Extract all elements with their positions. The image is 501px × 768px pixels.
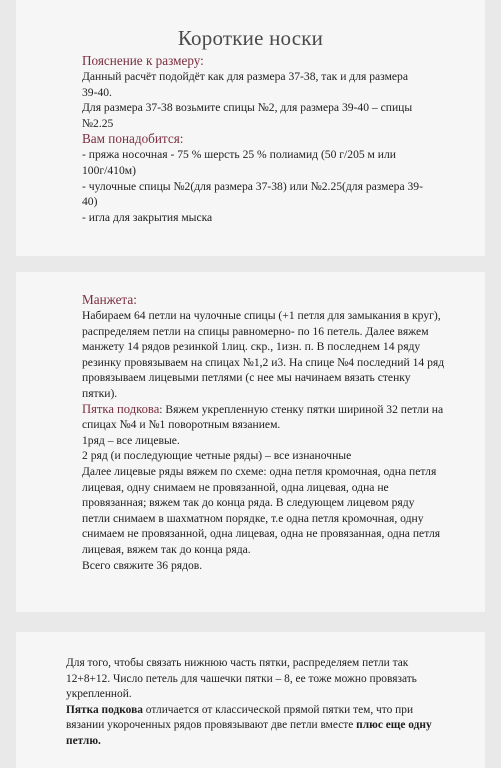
heel-bold-ending: плюс еще одну петлю.: [66, 719, 432, 747]
cuff-heading: Манжета:: [82, 292, 137, 307]
total-rows-text: Всего свяжите 36 рядов.: [82, 558, 203, 572]
materials-item-sewing-needle: - игла для закрытия мыска: [82, 210, 213, 224]
heel-text: : Вяжем укрепленную стенку пятки шириной 32 петли на спицах №4 и №1 поворотным вязанием.: [82, 402, 444, 432]
materials-item-needles: - чулочные спицы №2(для размера 37-38) или №2.25(для размера 39-40): [82, 179, 423, 209]
materials-item-yarn: - пряжа носочная - 75 % шерсть 25 % полиамид (50 г/205 м или 100г/410м): [82, 148, 396, 177]
cuff-text: Набираем 64 петли на чулочные спицы (+1 петля для замыкания в круг), распределяем петли на спицы равномерно- по 16 петель. Далее вяжем манжету 14 рядов резинкой 1лиц. скр., 1изн. п. В последнем 14 ряду резинку провязываем на спицах №1,2 и3. На спице №4 последний 14 ряд провязываем лицевыми петлями (с нее мы начинаем вязать стенку пятки).: [82, 309, 445, 400]
intro-card: [16, 0, 485, 256]
size-heading: Пояснение к размеру:: [82, 53, 204, 68]
heel-bottom-paragraph: [66, 703, 443, 750]
cuff-heel-block: [16, 272, 485, 573]
heel-bottom-text: отличается от классической прямой пятки тем, что при вязании укороченных рядов провязывают две петли вместе: [66, 703, 414, 732]
row-2-text: 2 ряд (и последующие четные ряды) – все изнаночные: [82, 449, 352, 463]
heel-bottom-intro: Для того, чтобы связать нижнюю часть пятки, распределяем петли так 12+8+12. Число петель для чашечки пятки – 8, ее тоже можно провязать укрепленной.: [66, 657, 417, 701]
heel-heading: Пятка подкова: [82, 401, 160, 416]
cuff-heel-card: [16, 272, 485, 612]
heel-paragraph: [82, 402, 445, 433]
heel-bold-term: Пятка подкова: [66, 703, 143, 716]
heel-bottom-block: [16, 632, 485, 750]
row-1-text: 1ряд – все лицевые.: [82, 433, 180, 447]
heel-bottom-card: [16, 632, 485, 768]
size-line-1: Данный расчёт подойдёт как для размера 37-38, так и для размера 39-40.: [82, 70, 408, 99]
size-line-2: Для размера 37-38 возьмите спицы №2, для размера 39-40 – спицы №2.25: [82, 101, 413, 130]
page-title: Короткие носки: [177, 26, 324, 50]
pattern-text: Далее лицевые ряды вяжем по схеме: одна петля кромочная, одна петля лицевая, одну снимаем не провязанной, одна лицевая, одна не провязанная; вяжем так до конца ряда. В следующем лицевом ряду петли снимаем в шахматном порядке, т.е одна петля кромочная, одну снимаем не провязанной, одна лицевая, одна не провязанная, одна петля лицевая, вяжем так до конца ряда.: [82, 464, 441, 556]
intro-block: [16, 51, 485, 225]
materials-heading: Вам понадобится:: [82, 131, 184, 147]
